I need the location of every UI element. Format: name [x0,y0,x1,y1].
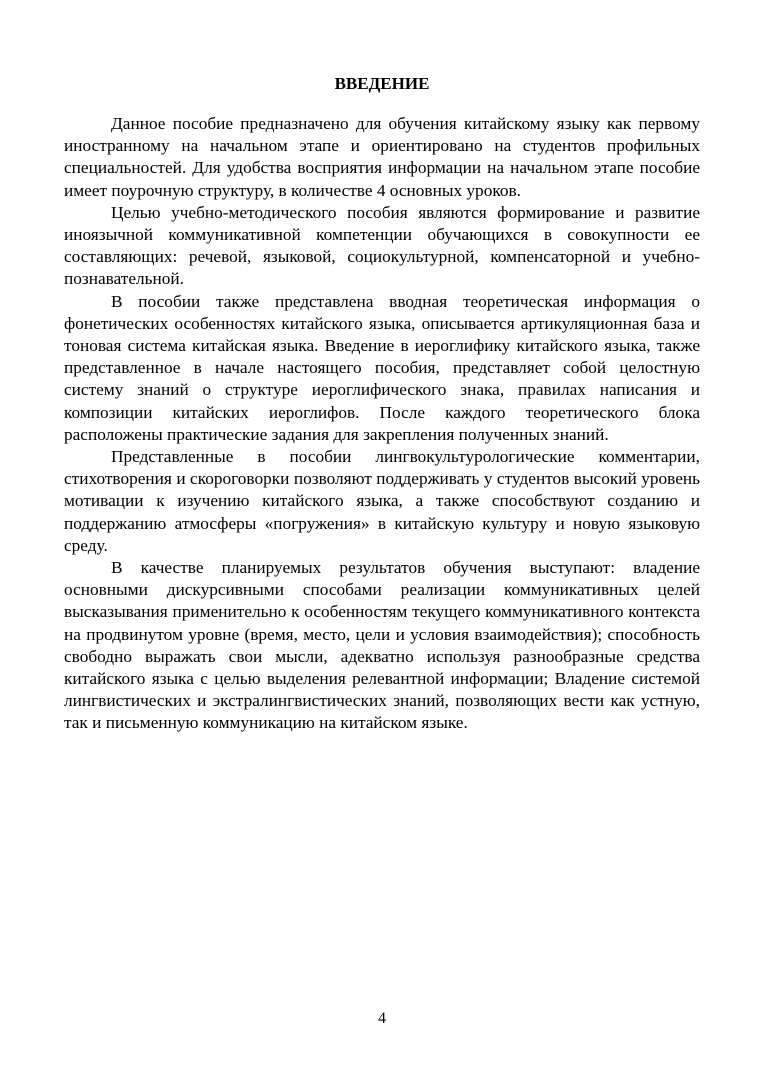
paragraph-outcomes: В качестве планируемых результатов обучения выступают: владение основными дискурсивными способами реализации коммуникативных целей высказывания применительно к особенностям текущего коммуникативного контекста на продвинутом уровне (время, место, цели и условия взаимодействия); способность свободно выражать свои мысли, адекватно используя разнообразные средства китайского языка с целью выделения релевантной информации; Владение системой лингвистических и экстралингвистических знаний, позволяющих вести как устную, так и письменную коммуникацию на китайском языке. [64,558,700,733]
page-number: 4 [378,1010,386,1027]
paragraph-goal: Целью учебно-методического пособия являются формирование и развитие иноязычной коммуникативной компетенции обучающихся в совокупности ее составляющих: речевой, языковой, социокультурной, компенсаторной и учебно-познавательной. [64,202,700,289]
page-title: ВВЕДЕНИЕ [334,74,430,93]
document-page [64,0,700,1080]
paragraph-theory: В пособии также представлена вводная теоретическая информация о фонетических особенностях китайского языка, описывается артикуляционная база и тоновая система китайская языка. Введение в иероглифику китайского языка, также представленное в начале настоящего пособия, представляет собой целостную систему знаний о структуре иероглифического знака, правилах написания и композиции китайских иероглифов. После каждого теоретического блока расположены практические задания для закрепления полученных знаний. [64,291,700,444]
body-text [64,113,700,735]
paragraph-purpose: Данное пособие предназначено для обучения китайскому языку как первому иностранному на начальном этапе и ориентировано на студентов профильных специальностей. Для удобства восприятия информации на начальном этапе пособие имеет поурочную структуру, в количестве 4 основных уроков. [64,114,700,200]
paragraph-culture: Представленные в пособии лингвокультурологические комментарии, стихотворения и скороговорки позволяют поддерживать у студентов высокий уровень мотивации к изучению китайского языка, а также способствуют созданию и поддержанию атмосферы «погружения» в китайскую культуру и новую языковую среду. [64,447,700,555]
